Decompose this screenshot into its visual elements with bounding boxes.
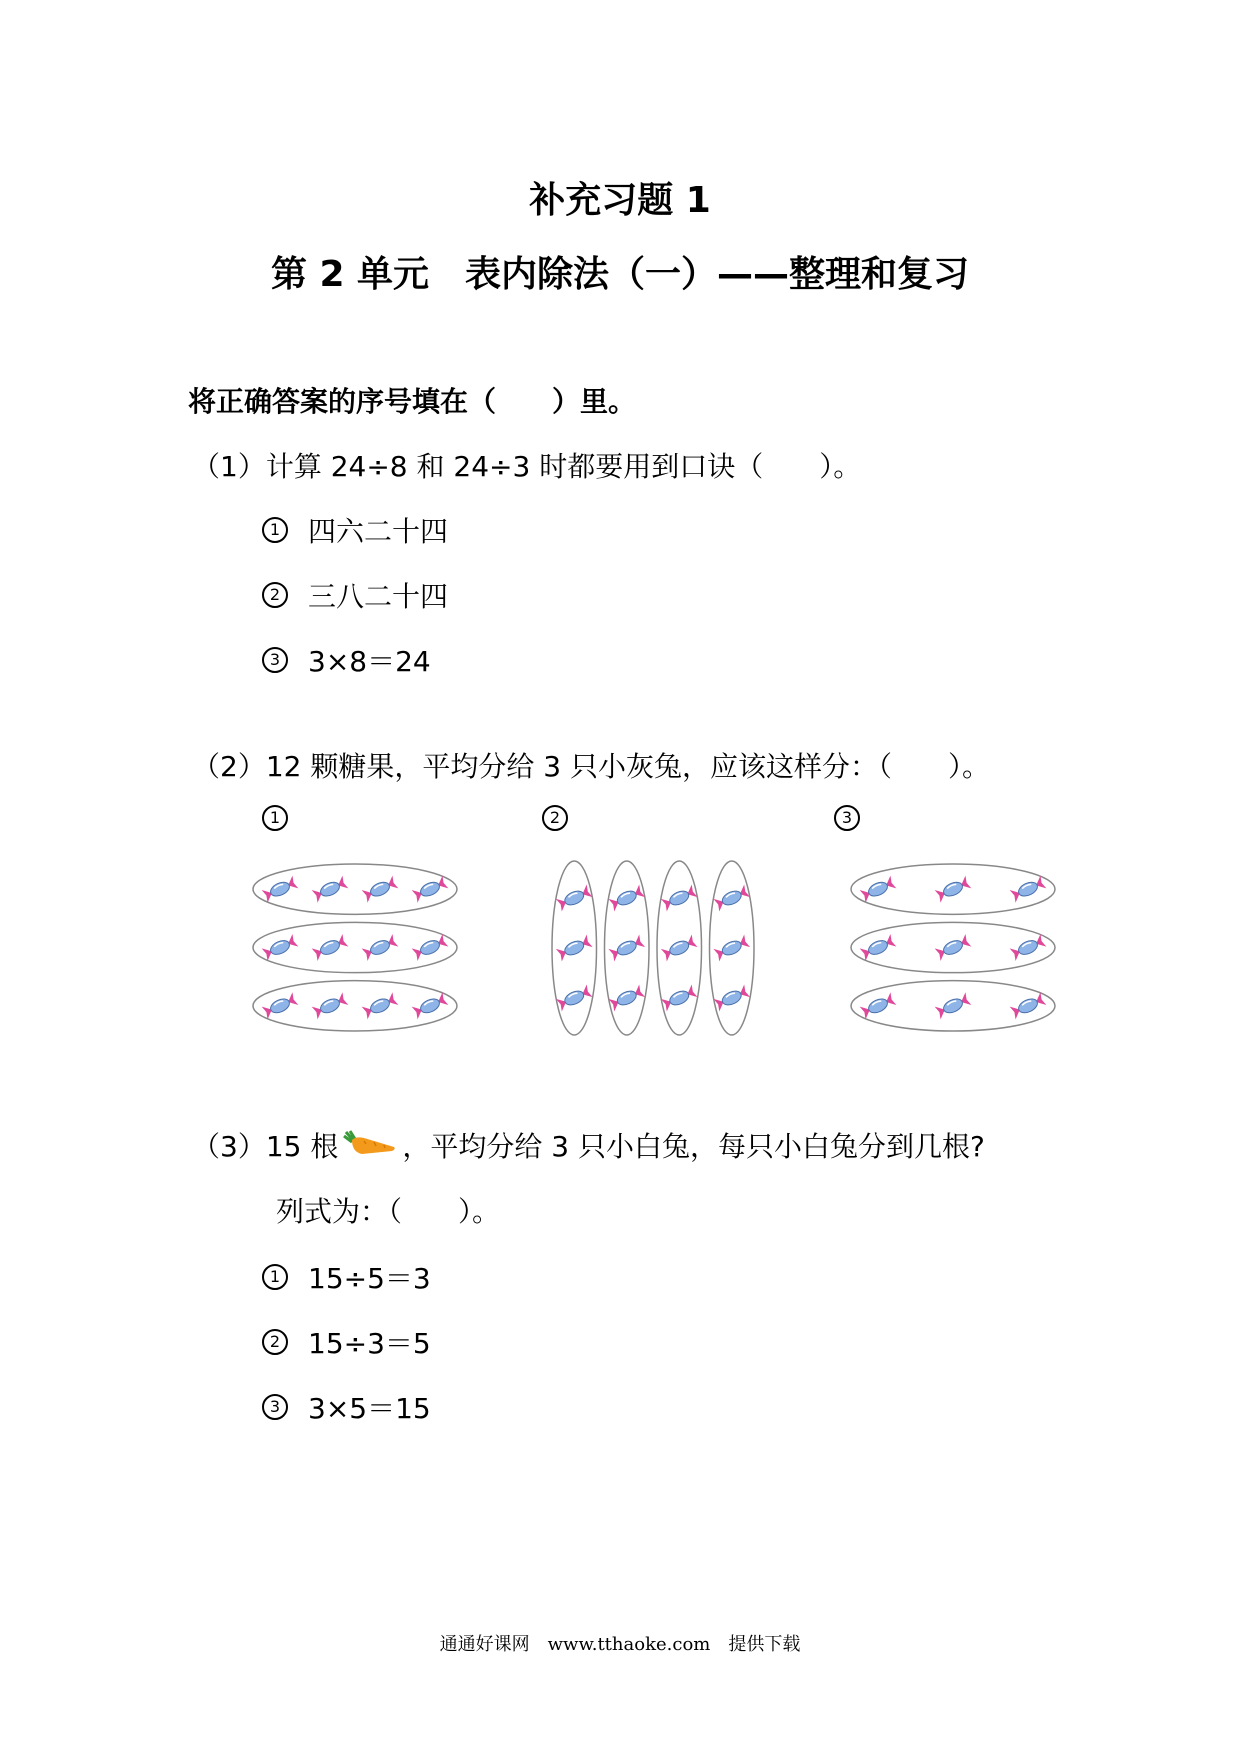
candy-icon [935, 934, 972, 961]
option-marker: 2 [262, 1329, 288, 1355]
question-3-prompt-before: （3）15 根 [192, 1130, 339, 1163]
question-3-prompt [192, 1125, 985, 1165]
candy-icon [661, 934, 698, 961]
question-2-prompt: （2）12 颗糖果，平均分给 3 只小灰兔，应该这样分：（ ）。 [192, 750, 990, 783]
option-text: 四六二十四 [308, 515, 449, 548]
candy-icon [362, 934, 399, 961]
candy-icon [608, 934, 645, 961]
question-3-prompt-after: ，平均分给 3 只小白兔，每只小白兔分到几根? [402, 1130, 985, 1163]
question-2-option-2-marker: 2 [542, 805, 568, 831]
candy-icon [1010, 876, 1047, 903]
question-3-sub-prompt: 列式为：（ ）。 [276, 1195, 501, 1228]
option-marker: 3 [262, 1394, 288, 1420]
candy-icon [661, 984, 698, 1011]
candy-icon [860, 876, 897, 903]
candy-icon [312, 934, 349, 961]
question-2-option-3-marker: 3 [834, 805, 860, 831]
question-1-prompt: （1）计算 24÷8 和 24÷3 时都要用到口诀（ ）。 [192, 450, 862, 483]
candy-icon [661, 884, 698, 911]
candy-icon [312, 876, 349, 903]
option-text: 15÷5＝3 [308, 1262, 431, 1295]
candy-icon [412, 992, 449, 1019]
candy-icon [713, 934, 750, 961]
question-1-option-2 [262, 575, 448, 615]
candy-icon [312, 992, 349, 1019]
candy-icon [860, 934, 897, 961]
option-marker: 1 [262, 517, 288, 543]
option-text: 15÷3＝5 [308, 1327, 431, 1360]
question-2-option-1-marker: 1 [262, 805, 288, 831]
candy-icon [556, 984, 593, 1011]
candy-icon [608, 984, 645, 1011]
candy-grouping-option-3 [848, 860, 1058, 1035]
candy-grouping-option-1 [250, 860, 460, 1035]
question-3-option-2 [262, 1322, 431, 1362]
candy-icon [713, 884, 750, 911]
question-3-option-1 [262, 1257, 431, 1297]
option-marker: 3 [262, 647, 288, 673]
option-text: 3×5＝15 [308, 1392, 431, 1425]
question-3-option-3 [262, 1387, 431, 1427]
question-1-option-3 [262, 640, 431, 680]
worksheet-title: 补充习题 1 [529, 180, 711, 221]
instruction-text: 将正确答案的序号填在（ ）里。 [188, 385, 637, 418]
worksheet-subtitle: 第 2 单元 表内除法（一）——整理和复习 [270, 254, 970, 295]
candy-icon [262, 992, 299, 1019]
candy-grouping-option-2 [548, 858, 758, 1038]
candy-icon [262, 934, 299, 961]
candy-icon [262, 876, 299, 903]
candy-icon [1010, 992, 1047, 1019]
option-marker: 1 [262, 1264, 288, 1290]
candy-icon [608, 884, 645, 911]
candy-icon [412, 934, 449, 961]
option-text: 3×8＝24 [308, 645, 431, 678]
candy-icon [935, 876, 972, 903]
option-text: 三八二十四 [308, 580, 449, 613]
candy-icon [556, 884, 593, 911]
candy-icon [362, 876, 399, 903]
candy-icon [412, 876, 449, 903]
option-marker: 2 [262, 582, 288, 608]
candy-icon [556, 934, 593, 961]
candy-icon [935, 992, 972, 1019]
carrot-icon [342, 1130, 398, 1160]
candy-icon [362, 992, 399, 1019]
footer-credit: 通通好课网 www.tthaoke.com 提供下载 [439, 1634, 801, 1655]
candy-icon [860, 992, 897, 1019]
question-1-option-1 [262, 510, 448, 550]
candy-icon [1010, 934, 1047, 961]
candy-icon [713, 984, 750, 1011]
